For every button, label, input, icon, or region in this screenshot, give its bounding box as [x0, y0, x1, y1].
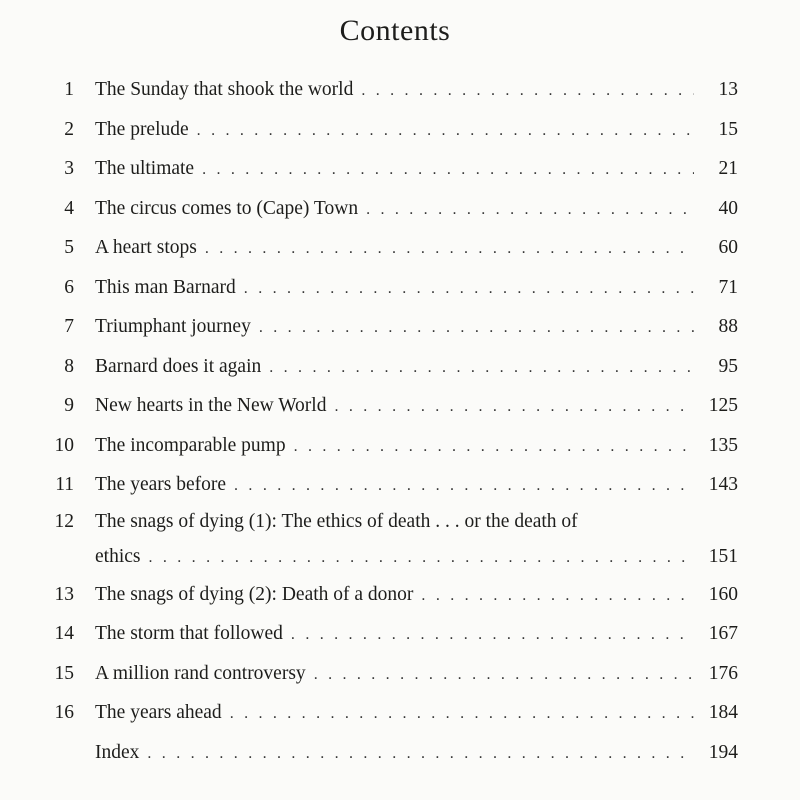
page-number: 135	[708, 434, 738, 456]
chapter-title-line-2: ethics	[95, 545, 141, 567]
chapter-number: 8	[64, 355, 74, 377]
dot-leader	[362, 190, 694, 230]
chapter-number: 13	[54, 583, 74, 605]
chapter-title: A million rand controversy	[95, 662, 306, 684]
chapter-number: 16	[54, 702, 74, 723]
chapter-number: 3	[64, 158, 74, 179]
page-number: 21	[718, 158, 738, 179]
chapter-title: The snags of dying (2): Death of a donor	[95, 583, 414, 605]
dot-leader	[226, 694, 694, 734]
page-number: 176	[708, 662, 738, 684]
chapter-number: 11	[55, 474, 74, 495]
toc-entry-6[interactable]	[0, 268, 800, 308]
page-number: 60	[718, 237, 738, 258]
toc-entry-5[interactable]	[0, 228, 800, 268]
chapter-title: Index	[95, 741, 140, 763]
chapter-number: 2	[64, 118, 74, 140]
toc-entry-3[interactable]	[0, 149, 800, 189]
chapter-number: 6	[64, 276, 74, 298]
page-number: 184	[708, 702, 738, 723]
chapter-title: The years ahead	[95, 702, 222, 723]
page-number: 160	[708, 583, 738, 605]
dot-leader	[417, 576, 694, 616]
chapter-title: The incomparable pump	[95, 434, 286, 456]
chapter-number: 9	[64, 395, 74, 416]
dot-leader	[310, 655, 694, 695]
dot-leader	[201, 229, 694, 269]
toc-entry-11[interactable]	[0, 465, 800, 505]
page-number: 71	[718, 276, 738, 298]
dot-leader	[357, 71, 694, 111]
page-number: 95	[718, 355, 738, 377]
toc-entry-4[interactable]	[0, 189, 800, 229]
page-number: 143	[708, 474, 738, 495]
page-number: 167	[708, 623, 738, 644]
chapter-number: 10	[54, 434, 74, 456]
chapter-title: This man Barnard	[95, 276, 236, 298]
chapter-title: The Sunday that shook the world	[95, 79, 354, 100]
chapter-title: Triumphant journey	[95, 316, 251, 337]
page-number: 13	[718, 79, 738, 100]
chapter-number: 1	[64, 79, 74, 100]
toc-entry-9[interactable]	[0, 386, 800, 426]
table-of-contents	[0, 70, 800, 772]
page-number: 125	[708, 395, 738, 416]
chapter-number: 4	[64, 197, 74, 219]
chapter-number: 7	[64, 316, 74, 337]
dot-leader	[144, 538, 694, 578]
page-number: 194	[708, 741, 738, 763]
dot-leader	[240, 269, 694, 309]
toc-entry-10[interactable]	[0, 426, 800, 466]
toc-entry-index[interactable]	[0, 733, 800, 773]
chapter-number: 15	[54, 662, 74, 684]
chapter-title: The years before	[95, 474, 227, 495]
chapter-number: 14	[54, 623, 74, 644]
toc-entry-7[interactable]	[0, 307, 800, 347]
dot-leader	[198, 150, 694, 190]
page-number: 15	[718, 118, 738, 140]
chapter-title: The storm that followed	[95, 623, 283, 644]
chapter-number: 5	[64, 237, 74, 258]
dot-leader	[330, 387, 694, 427]
chapter-title: A heart stops	[95, 237, 197, 258]
page-number: 40	[718, 197, 738, 219]
chapter-title: The prelude	[95, 118, 189, 140]
toc-entry-8[interactable]	[0, 347, 800, 387]
dot-leader	[230, 466, 694, 506]
chapter-title: Barnard does it again	[95, 355, 262, 377]
toc-entry-16[interactable]	[0, 693, 800, 733]
chapter-number: 12	[54, 510, 74, 532]
dot-leader	[265, 348, 694, 388]
dot-leader	[255, 308, 694, 348]
dot-leader	[287, 615, 694, 655]
page-title: Contents	[339, 14, 451, 47]
toc-entry-12[interactable]	[0, 505, 800, 575]
chapter-title: New hearts in the New World	[95, 395, 327, 416]
toc-entry-14[interactable]	[0, 614, 800, 654]
page-number: 88	[718, 316, 738, 337]
toc-entry-2[interactable]	[0, 110, 800, 150]
chapter-title-line-1: The snags of dying (1): The ethics of death . . . or the death of	[95, 510, 578, 532]
toc-entry-1[interactable]	[0, 70, 800, 110]
chapter-title: The circus comes to (Cape) Town	[95, 197, 359, 219]
dot-leader	[290, 427, 694, 467]
toc-entry-15[interactable]	[0, 654, 800, 694]
dot-leader	[193, 111, 694, 151]
page-number: 151	[708, 545, 738, 567]
chapter-title: The ultimate	[95, 158, 195, 179]
dot-leader	[143, 734, 694, 774]
toc-entry-13[interactable]	[0, 575, 800, 615]
